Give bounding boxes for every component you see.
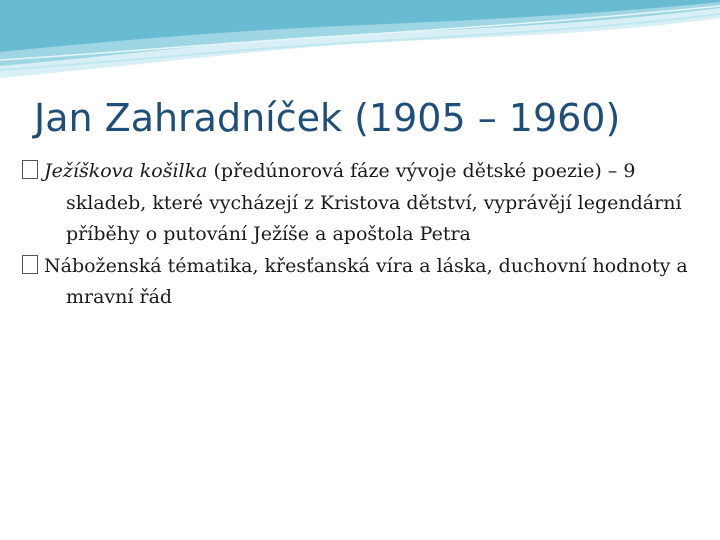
bullet-marker-icon (22, 160, 38, 179)
slide-title: Jan Zahradníček (1905 – 1960) (34, 96, 621, 140)
slide-content (22, 156, 692, 314)
bullet-marker-icon (22, 255, 38, 274)
bullet-item (22, 251, 692, 314)
bullet-italic-text: Ježíškova košilka (44, 160, 208, 182)
bullet-text: (předúnorová fáze vývoje dětské poezie) – 9 skladeb, které vycházejí z Kristova dětství, vyprávějí legendární příběhy o putování Ježíše a apoštola Petra (66, 160, 682, 245)
header-wave-decoration (0, 0, 720, 90)
bullet-text: Náboženská tématika, křesťanská víra a láska, duchovní hodnoty a mravní řád (44, 254, 688, 308)
bullet-item (22, 156, 692, 251)
